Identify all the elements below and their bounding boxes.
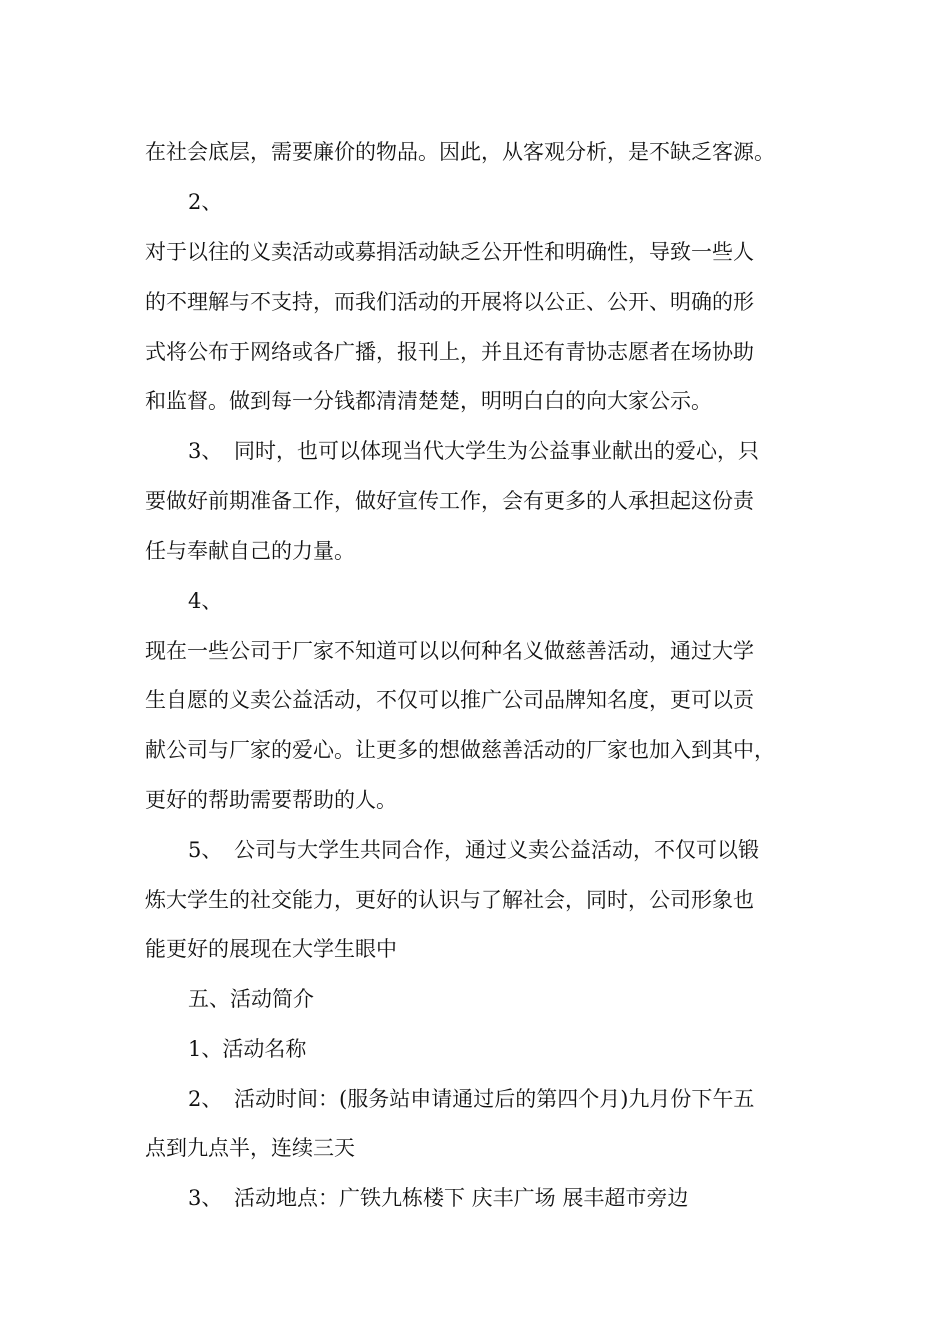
text-line: 在社会底层，需要廉价的物品。因此，从客观分析，是不缺乏客源。 [145,140,775,164]
list-number: 3、 [188,439,223,463]
list-number: 2、 [188,1087,223,1111]
list-number: 3、 [188,1186,223,1210]
text-line: 对于以往的义卖活动或募捐活动缺乏公开性和明确性，导致一些人 [145,240,754,264]
text-line: 和监督。做到每一分钱都清清楚楚，明明白白的向大家公示。 [145,389,712,413]
list-number: 5、 [188,838,223,862]
list-number: 4、 [188,589,223,613]
text-line: 现在一些公司于厂家不知道可以以何种名义做慈善活动，通过大学 [145,639,754,663]
text-line: 献公司与厂家的爱心。让更多的想做慈善活动的厂家也加入到其中， [145,738,775,762]
list-item-5 [188,835,868,865]
list-item-2 [188,1084,868,1114]
list-item-3 [188,436,868,466]
text-line: 1、活动名称 [188,1037,307,1061]
text-line: 更好的帮助需要帮助的人。 [145,788,397,812]
text-line: 同时，也可以体现当代大学生为公益事业献出的爱心，只 [234,439,759,463]
text-line: 活动时间：(服务站申请通过后的第四个月)九月份下午五 [234,1087,755,1111]
text-line: 要做好前期准备工作，做好宣传工作，会有更多的人承担起这份责 [145,489,754,513]
text-line: 点到九点半，连续三天 [145,1136,355,1160]
text-line: 生自愿的义卖公益活动，不仅可以推广公司品牌知名度，更可以贡 [145,688,754,712]
text-line: 炼大学生的社交能力，更好的认识与了解社会，同时，公司形象也 [145,888,754,912]
text-line: 的不理解与不支持，而我们活动的开展将以公正、公开、明确的形 [145,290,754,314]
text-line: 能更好的展现在大学生眼中 [145,937,397,961]
text-line: 活动地点：广铁九栋楼下 庆丰广场 展丰超市旁边 [234,1186,689,1210]
text-line: 式将公布于网络或各广播，报刊上，并且还有青协志愿者在场协助 [145,340,754,364]
list-item-3b [188,1183,868,1213]
text-line: 任与奉献自己的力量。 [145,539,355,563]
list-number: 2、 [188,190,223,214]
section-heading: 五、活动简介 [188,987,314,1011]
text-line: 公司与大学生共同合作，通过义卖公益活动，不仅可以锻 [234,838,759,862]
